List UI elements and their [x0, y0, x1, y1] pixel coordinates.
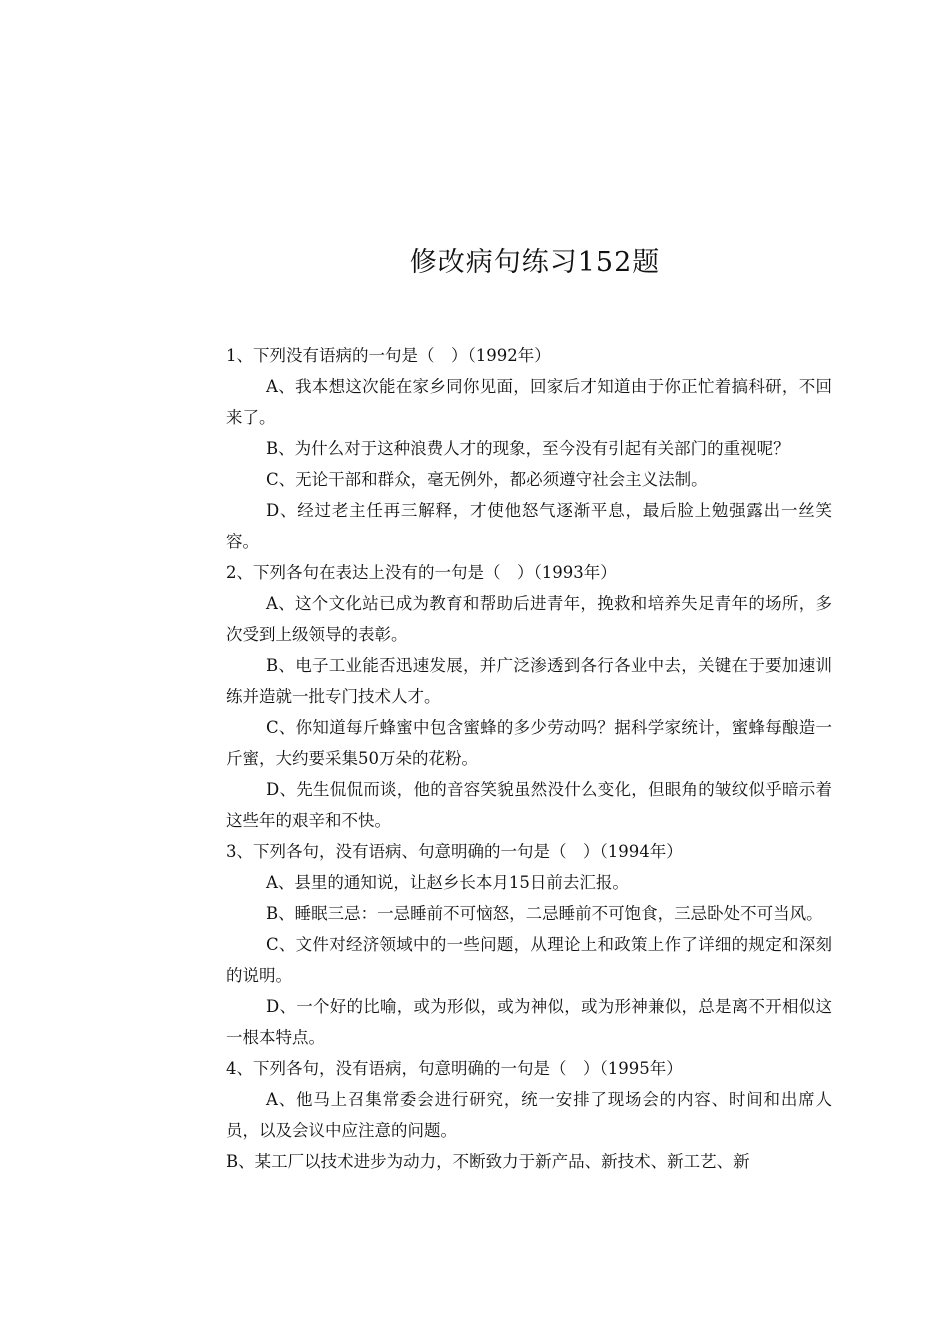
document-title: 修改病句练习152题 — [409, 247, 661, 278]
question-option: D、先生侃侃而谈，他的音容笑貌虽然没什么变化，但眼角的皱纹似乎暗示着这些年的艰辛和不快。 — [226, 780, 832, 830]
question-stem: 3、下列各句，没有语病、句意明确的一句是（ ）（1994年） — [226, 842, 683, 861]
question-option: D、经过老主任再三解释，才使他怒气逐渐平息，最后脸上勉强露出一丝笑容。 — [226, 501, 832, 551]
question-option: C、无论干部和群众，毫无例外，都必须遵守社会主义法制。 — [266, 470, 708, 489]
question-option: A、这个文化站已成为教育和帮助后进青年，挽救和培养失足青年的场所，多次受到上级领导的表彰。 — [226, 594, 832, 644]
document-body — [226, 340, 832, 1177]
question-option: A、我本想这次能在家乡同你见面，回家后才知道由于你正忙着搞科研，不回来了。 — [226, 377, 832, 427]
question-option: B、电子工业能否迅速发展，并广泛渗透到各行各业中去，关键在于要加速训练并造就一批专门技术人才。 — [226, 656, 832, 706]
question-option: C、你知道每斤蜂蜜中包含蜜蜂的多少劳动吗？据科学家统计，蜜蜂每酿造一斤蜜，大约要采集50万朵的花粉。 — [226, 718, 832, 768]
question-option: A、他马上召集常委会进行研究，统一安排了现场会的内容、时间和出席人员，以及会议中应注意的问题。 — [226, 1090, 832, 1140]
question-stem: 1、下列没有语病的一句是（ ）（1992年） — [226, 346, 551, 365]
question-option: A、县里的通知说，让赵乡长本月15日前去汇报。 — [266, 873, 629, 892]
question-option: D、一个好的比喻，或为形似，或为神似，或为形神兼似，总是离不开相似这一根本特点。 — [226, 997, 832, 1047]
question-option: B、为什么对于这种浪费人才的现象，至今没有引起有关部门的重视呢？ — [266, 439, 790, 458]
question-stem: 4、下列各句，没有语病，句意明确的一句是（ ）（1995年） — [226, 1059, 683, 1078]
question-option: C、文件对经济领域中的一些问题，从理论上和政策上作了详细的规定和深刻的说明。 — [226, 935, 832, 985]
question-option: B、睡眠三忌：一忌睡前不可恼怒，二忌睡前不可饱食，三忌卧处不可当风。 — [266, 904, 823, 923]
question-option: B、某工厂以技术进步为动力，不断致力于新产品、新技术、新工艺、新 — [226, 1152, 750, 1171]
question-stem: 2、下列各句在表达上没有的一句是（ ）（1993年） — [226, 563, 617, 582]
